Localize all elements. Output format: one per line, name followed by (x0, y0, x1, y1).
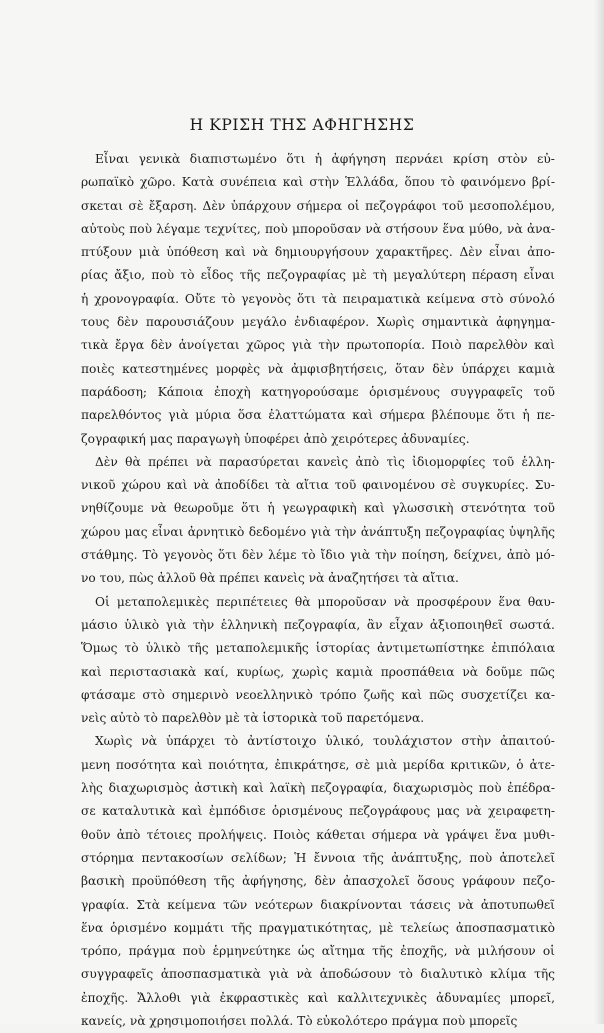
text-line: κανείς, νὰ χρησιμοποιήσει πολλά. Τὸ εὐκολότερο πράγμα ποὺ μπορεῖς (81, 1013, 518, 1028)
paragraph (81, 451, 555, 591)
text-line: νικοῦ χώρου καὶ νὰ ἀποδίδει τὰ αἴτια τοῦ φαινομένου σὲ συγκυρίες. Συ- (81, 478, 555, 493)
text-line: ρίας ἄξιο, ποὺ τὸ εἶδος τῆς πεζογραφίας μὲ τὴ μεγαλύτερη πέραση εἶναι (81, 268, 555, 283)
text-line: θοῦν ἀπὸ τέτοιες προλήψεις. Ποιὸς κάθεται σήμερα νὰ γράψει ἕνα μυθι- (81, 827, 555, 842)
text-line: φτάσαμε στὸ σημερινὸ νεοελληνικὸ τρόπο ζωῆς καὶ πῶς συσχετίζει κα- (81, 687, 555, 702)
body-text (81, 148, 555, 1033)
text-line: ἡ χρονογραφία. Οὔτε τὸ γεγονὸς ὅτι τὰ πειραματικὰ κείμενα στὸ σύνολό (81, 291, 555, 306)
text-line: Οἱ μεταπολεμικὲς περιπέτειες θὰ μποροῦσαν νὰ προσφέρουν ἕνα θαυ- (95, 594, 555, 609)
text-line: πτύξουν μιὰ ὑπόθεση καὶ νὰ δημιουργήσουν χαρακτῆρες. Δὲν εἶναι ἀπο- (81, 245, 555, 260)
text-line: αὐτοὺς ποὺ λέγαμε τεχνίτες, ποὺ μποροῦσαν νὰ στήσουν ἕνα μύθο, νὰ ἀνα- (81, 221, 555, 236)
text-line: σκεται σὲ ἔξαρση. Δὲν ὑπάρχουν σήμερα οἱ πεζογράφοι τοῦ μεσοπολέμου, (81, 198, 555, 213)
chapter-title: Η ΚΡΙΣΗ ΤΗΣ ΑΦΗΓΗΣΗΣ (189, 116, 415, 134)
page-edge-shadow (594, 0, 604, 1024)
text-line: Χωρὶς νὰ ὑπάρχει τὸ ἀντίστοιχο ὑλικό, τουλάχιστον στὴν ἀπαιτού- (95, 734, 555, 749)
text-line: συγγραφεῖς ἀποσπασματικὰ γιὰ νὰ ἀποδώσουν τὸ διαλυτικὸ κλίμα τῆς (81, 967, 555, 982)
text-line: βασικὴ προϋπόθεση τῆς ἀφήγησης, δὲν ἀπασχολεῖ ὅσους γράφουν πεζο- (81, 874, 555, 889)
text-line: ρωπαϊκὸ χῶρο. Κατὰ συνέπεια καὶ στὴν Ἑλλάδα, ὅπου τὸ φαινόμενο βρί- (81, 175, 555, 190)
text-line: σε καταλυτικὰ καὶ ἐμπόδισε ὁρισμένους πεζογράφους μας νὰ χειραφετη- (81, 804, 555, 819)
text-line: νο του, πὼς ἀλλοῦ θὰ πρέπει κανεὶς νὰ ἀναζητήσει τὰ αἴτια. (81, 571, 459, 586)
paragraph (81, 591, 555, 731)
text-line: ἐποχῆς. Ἄλλοθι γιὰ ἐκφραστικὲς καὶ καλλιτεχνικὲς ἀδυναμίες μπορεῖ, (81, 990, 555, 1005)
text-line: Ὅμως τὸ ὑλικὸ τῆς μεταπολεμικῆς ἱστορίας ἀντιμετωπίστηκε ἐπιπόλαια (81, 641, 555, 656)
text-line: τικὰ ἔργα δὲν ἀνοίγεται χῶρος γιὰ τὴν πρωτοπορία. Ποιὸ παρελθὸν καὶ (81, 338, 555, 353)
text-line: τρόπο, πράγμα ποὺ ἑρμηνεύτηκε ὡς αἴτημα τῆς ἐποχῆς, νὰ μιλήσουν οἱ (81, 944, 555, 959)
text-line: νηθίζουμε νὰ θεωροῦμε ὅτι ἡ γεωγραφικὴ καὶ γλωσσικὴ στενότητα τοῦ (81, 501, 555, 516)
text-line: ἕνα ὁρισμένο κομμάτι τῆς πραγματικότητας, μὲ τελείως ἀποσπασματικὸ (81, 920, 555, 935)
text-line: Εἶναι γενικὰ διαπιστωμένο ὅτι ἡ ἀφήγηση περνάει κρίση στὸν εὐ- (95, 152, 555, 166)
text-line: παράδοση; Κάποια ἐποχὴ κατηγορούσαμε ὁρισμένους συγγραφεῖς τοῦ (81, 384, 555, 399)
text-line: μενη ποσότητα καὶ ποιότητα, ἐπικράτησε, σὲ μιὰ μερίδα κριτικῶν, ὁ ἀτε- (81, 757, 555, 772)
text-line: ζογραφική μας παραγωγὴ ὑποφέρει ἀπὸ χειρότερες ἀδυναμίες. (81, 431, 470, 446)
text-line: τους δὲν παρουσιάζουν μεγάλο ἐνδιαφέρον. Χωρὶς σημαντικὰ ἀφηγημα- (81, 315, 555, 330)
text-line: στάθμης. Τὸ γεγονὸς ὅτι δὲν λέμε τὸ ἴδιο γιὰ τὴν ποίηση, δείχνει, ἀπὸ μό- (81, 548, 555, 563)
text-line: Δὲν θὰ πρέπει νὰ παρασύρεται κανεὶς ἀπὸ τὶς ἰδιομορφίες τοῦ ἑλλη- (95, 454, 555, 469)
text-line: νεὶς αὐτὸ τὸ παρελθὸν μὲ τὰ ἱστορικὰ τοῦ παρετόμενα. (81, 711, 425, 726)
text-line: γραφία. Στὰ κείμενα τῶν νεότερων διακρίνονται τάσεις νὰ ἀποτυπωθεῖ (81, 897, 555, 912)
text-line: μάσιο ὑλικὸ γιὰ τὴν ἑλληνικὴ πεζογραφία, ἂν εἶχαν ἀξιοποιηθεῖ σωστά. (81, 617, 555, 632)
text-line: καὶ περιστασιακὰ καί, κυρίως, χωρὶς καμιὰ προσπάθεια νὰ δοῦμε πῶς (81, 664, 555, 679)
text-line: λὴς διαχωρισμὸς ἀστικὴ καὶ λαϊκὴ πεζογραφία, διαχωρισμὸς ποὺ ἐπέδρα- (81, 781, 555, 796)
text-line: χώρου μας εἶναι ἀρνητικὸ δεδομένο γιὰ τὴν ἀνάπτυξη πεζογραφίας ὑψηλῆς (81, 524, 555, 539)
text-line: παρελθόντος γιὰ μύρια ὅσα ἐλαττώματα καὶ σήμερα βλέπουμε ὅτι ἡ πε- (81, 408, 555, 423)
text-line: στόρημα πεντακοσίων σελίδων; Ἡ ἔννοια τῆς ἀνάπτυξης, ποὺ ἀποτελεῖ (81, 850, 555, 865)
paragraph (81, 730, 555, 1033)
paragraph (81, 148, 555, 451)
text-line: ποιὲς κατεστημένες μορφὲς νὰ ἀμφισβητήσεις, ὅταν δὲν ὑπάρχει καμιὰ (81, 361, 555, 376)
